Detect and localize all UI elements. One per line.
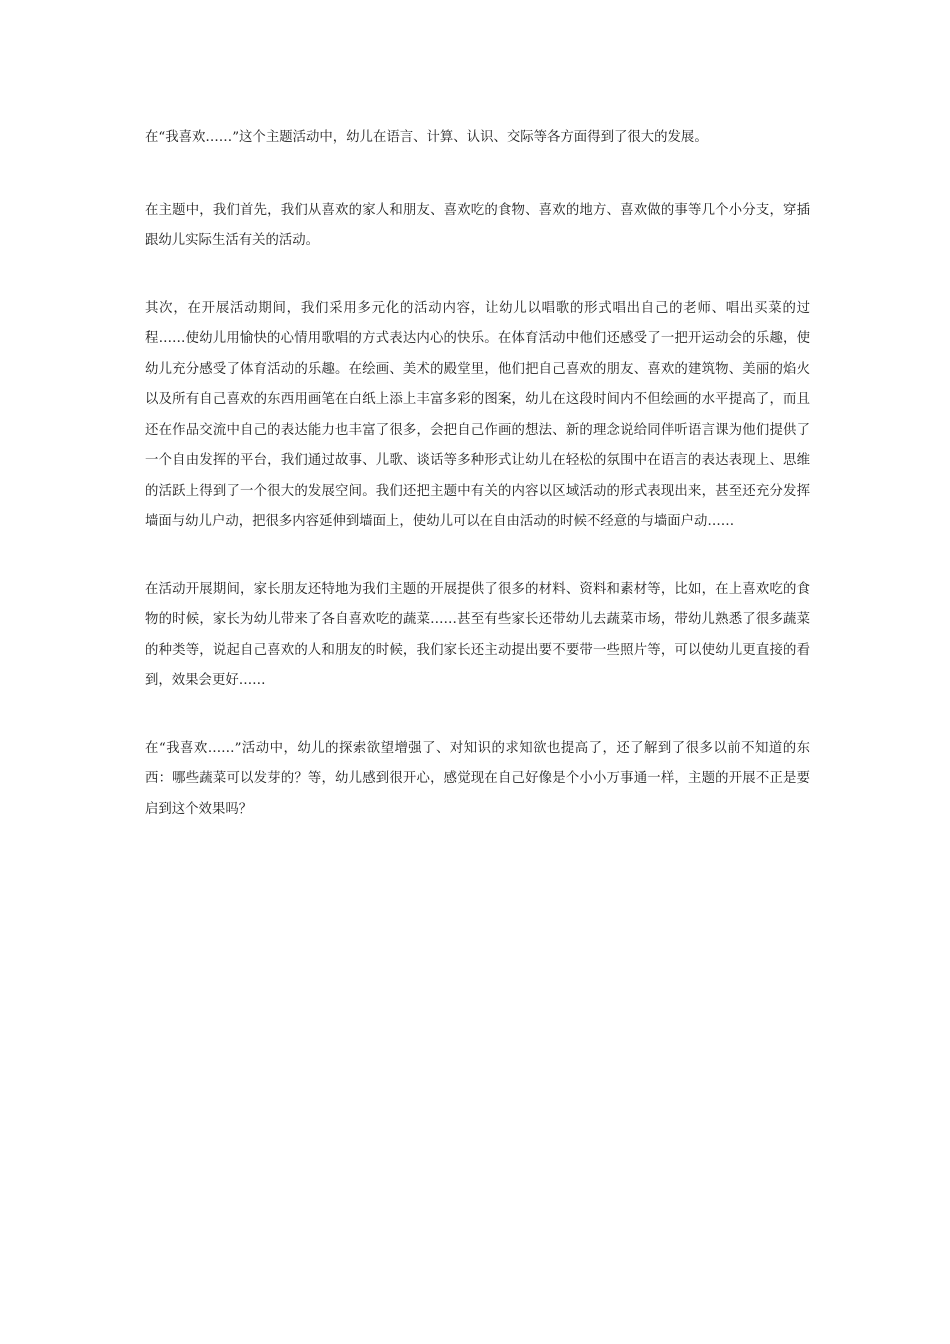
- paragraph-conclusion: 在“我喜欢……”活动中，幼儿的探索欲望增强了、对知识的求知欲也提高了，还了解到了很多以前不知道的东西：哪些蔬菜可以发芽的？等，幼儿感到很开心，感觉现在自己好像是个小小万事通一样，主题的开展不正是要启到这个效果吗？: [145, 740, 810, 817]
- document-body: [145, 123, 810, 862]
- paragraph-parents: 在活动开展期间，家长朋友还特地为我们主题的开展提供了很多的材料、资料和素材等，比如，在上喜欢吃的食物的时候，家长为幼儿带来了各自喜欢吃的蔬菜……甚至有些家长还带幼儿去蔬菜市场，带幼儿熟悉了很多蔬菜的种类等，说起自己喜欢的人和朋友的时候，我们家长还主动提出要不要带一些照片等，可以使幼儿更直接的看到，效果会更好……: [145, 581, 810, 688]
- paragraph-theme-branches: 在主题中，我们首先，我们从喜欢的家人和朋友、喜欢吃的食物、喜欢的地方、喜欢做的事等几个小分支，穿插跟幼儿实际生活有关的活动。: [145, 202, 810, 248]
- paragraph-intro: 在“我喜欢……”这个主题活动中，幼儿在语言、计算、认识、交际等各方面得到了很大的发展。: [145, 130, 708, 145]
- paragraph-activities: 其次，在开展活动期间，我们采用多元化的活动内容，让幼儿以唱歌的形式唱出自己的老师、唱出买菜的过程……使幼儿用愉快的心情用歌唱的方式表达内心的快乐。在体育活动中他们还感受了一把开运动会的乐趣，使幼儿充分感受了体育活动的乐趣。在绘画、美术的殿堂里，他们把自己喜欢的朋友、喜欢的建筑物、美丽的焰火以及所有自己喜欢的东西用画笔在白纸上添上丰富多彩的图案，幼儿在这段时间内不但绘画的水平提高了，而且还在作品交流中自己的表达能力也丰富了很多，会把自己作画的想法、新的理念说给同伴听语言课为他们提供了一个自由发挥的平台，我们通过故事、儿歌、谈话等多种形式让幼儿在轻松的氛围中在语言的表达表现上、思维的活跃上得到了一个很大的发展空间。我们还把主题中有关的内容以区域活动的形式表现出来，甚至还充分发挥墙面与幼儿户动，把很多内容延伸到墙面上，使幼儿可以在自由活动的时候不经意的与墙面户动……: [145, 300, 810, 529]
